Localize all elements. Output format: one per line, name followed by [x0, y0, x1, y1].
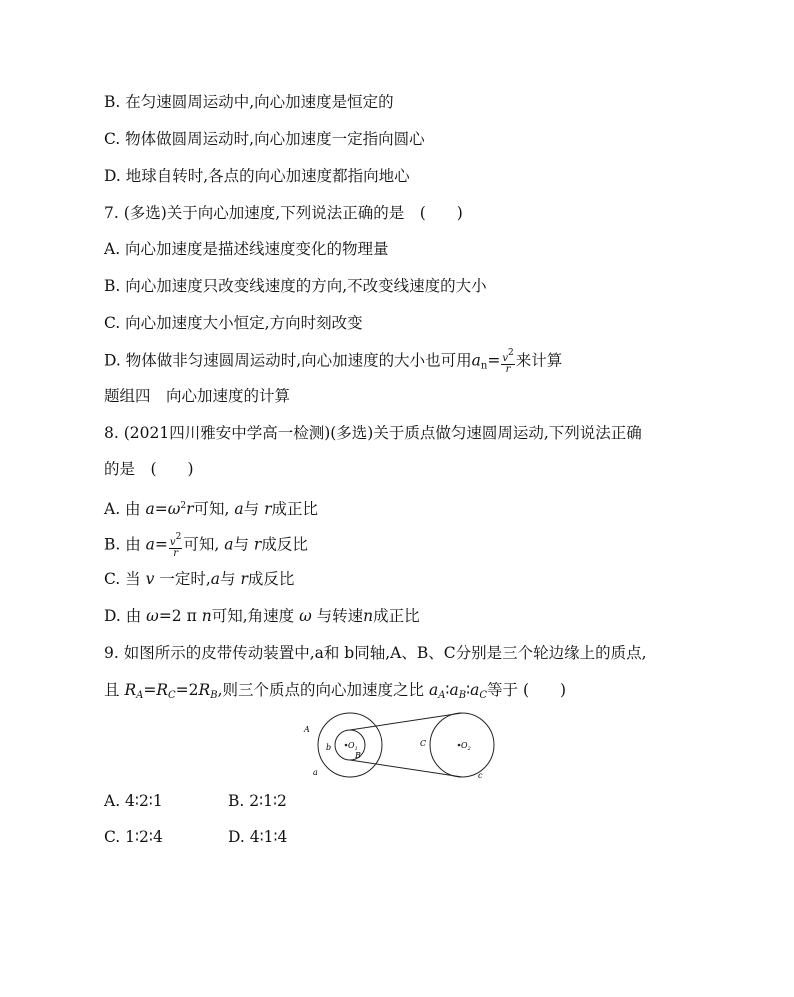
formula-fraction: $\frac{v2}{r}$: [502, 348, 514, 375]
q8-option-b: B. 由 a= $\frac{v2}{r}$ 可知, a与 r成反比: [104, 532, 308, 559]
q6-option-d: D. 地球自转时,各点的向心加速度都指向地心: [104, 167, 410, 185]
belt-top: [350, 713, 462, 730]
q9-option-b: B. 2∶1∶2: [228, 792, 287, 810]
q8-option-c: C. 当 v 一定时,a与 r成反比: [104, 570, 295, 588]
q6-option-c: C. 物体做圆周运动时,向心加速度一定指向圆心: [104, 130, 425, 148]
label-a: a: [313, 768, 318, 777]
q9-stem-line1: 9. 如图所示的皮带传动装置中,a和 b同轴,A、B、C分别是三个轮边缘上的质点,: [104, 644, 647, 662]
q8-option-d: D. 由 ω=2 π n可知,角速度 ω 与转速n成正比: [104, 607, 420, 625]
formula-fraction: $\frac{v2}{r}$: [169, 532, 182, 559]
q9-stem-line2: 且 RA=RC=2RB,则三个质点的向心加速度之比 aA∶aB∶aC等于 ( ): [104, 681, 567, 701]
q6-option-b: B. 在匀速圆周运动中,向心加速度是恒定的: [104, 93, 394, 111]
q8-stem-line2: 的是 ( ): [104, 460, 194, 478]
q9-option-d: D. 4∶1∶4: [228, 828, 288, 846]
label-O1: $O_1$: [348, 741, 358, 752]
q7-stem: 7. (多选)关于向心加速度,下列说法正确的是 ( ): [104, 204, 463, 222]
q9-options-row2: [104, 827, 288, 847]
q9-option-a: A. 4∶2∶1: [104, 792, 163, 810]
section-title: 题组四 向心加速度的计算: [104, 387, 291, 405]
label-A: A: [304, 725, 310, 734]
label-c: c: [478, 771, 483, 780]
q7-option-c: C. 向心加速度大小恒定,方向时刻改变: [104, 314, 363, 332]
label-O2: $O_2$: [461, 741, 471, 752]
q7-option-a: A. 向心加速度是描述线速度变化的物理量: [104, 240, 389, 258]
q9-options-row1: [104, 791, 287, 811]
label-b: b: [326, 743, 332, 752]
q8-option-a: A. 由 $a=\omega^2r$可知, a与 r成正比: [104, 500, 319, 518]
label-B: B: [355, 751, 361, 760]
q7-option-d: D. 物体做非匀速圆周运动时,向心加速度的大小也可用$a_n=$ $\frac{v2}{r}$ 来计算: [104, 348, 563, 375]
belt-drive-diagram: [300, 712, 500, 782]
q8-stem-line1: 8. (2021四川雅安中学高一检测)(多选)关于质点做匀速圆周运动,下列说法正确: [104, 424, 642, 442]
axle-o2: [458, 744, 461, 747]
belt-drive-figure: [300, 712, 500, 786]
axle-o1: [345, 744, 348, 747]
label-C: C: [420, 739, 427, 748]
q9-option-c: C. 1∶2∶4: [104, 828, 163, 846]
belt-bottom: [350, 760, 462, 777]
q7-option-b: B. 向心加速度只改变线速度的方向,不改变线速度的大小: [104, 277, 487, 295]
